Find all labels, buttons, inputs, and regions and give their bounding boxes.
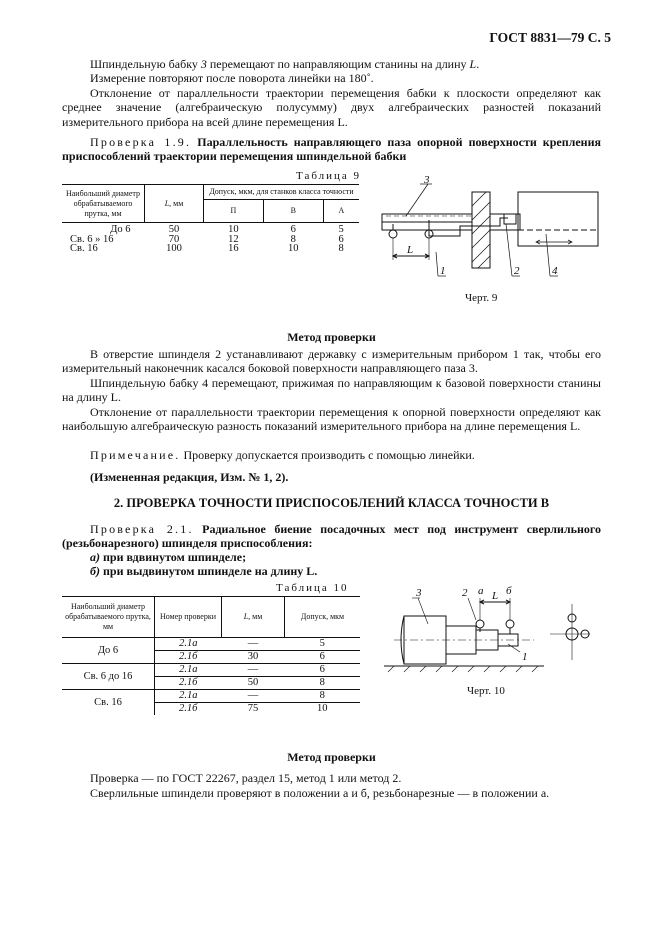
table-10-caption: Таблица 10 <box>276 582 349 594</box>
check-2-1-item-a: а) при вдвинутом шпинделе; <box>90 550 247 564</box>
table-row: 2.1б 30 6 <box>62 651 360 664</box>
table-row: Св. 6 до 16 2.1а — 6 <box>62 664 360 677</box>
figure-10-label-1: 1 <box>522 651 528 663</box>
table-row: 2.1б 75 10 <box>179 703 328 714</box>
figure-9-drawing <box>376 172 606 292</box>
intro-paragraph-2: Измерение повторяют после поворота линейки на 180˚. <box>90 71 374 85</box>
page-header: ГОСТ 8831—79 С. 5 <box>489 30 611 45</box>
method-1-paragraph-3: Отклонение от параллельности траектории перемещения к опорной поверхности определяют как наибольшую алгебраическую разность показаний измерительного прибора на длине перемещения L. <box>62 405 601 434</box>
table-10 <box>62 596 360 715</box>
table-row: Св. 6 » 16 70 12 8 6 <box>70 233 344 245</box>
table-10-header-number: Номер проверки <box>155 597 222 638</box>
check-2-1-item-b: б) при выдвинутом шпинделе на длину L. <box>90 564 318 578</box>
check-1-9-heading: Проверка 1.9. Параллельность направляющего паза опорной поверхности крепления приспособлений траектории перемещения шпиндельной бабки <box>62 135 602 164</box>
table-row: До 6 2.1а — 5 <box>62 638 360 651</box>
figure-9-label-1: 1 <box>440 265 446 277</box>
method-1-paragraph-2: Шпиндельную бабку 4 перемещают, прижимая по направляющим к базовой поверхности станины на длину L. <box>62 376 601 405</box>
table-9-class-v: В <box>263 200 323 223</box>
intro-paragraph-3: Отклонение от параллельности траектории перемещения бабки к плоскости определяют как среднее значение (алгебраическую полусумму) двух алгебраических разностей показаний измерительного прибора на всей длине перемещения L. <box>62 86 601 129</box>
figure-10-label-a: а <box>478 585 484 597</box>
check-2-1-heading: Проверка 2.1. Радиальное биение посадочных мест под инструмент сверлильного (резьбонарезного) шпинделя приспособления: <box>62 522 602 551</box>
figure-10-label-2: 2 <box>462 587 468 599</box>
method-1-paragraph-1: В отверстие шпинделя 2 устанавливают державку с измерительным прибором 1 так, чтобы его измерительный наконечник касался боковой поверхности направляющего паза 3. <box>62 347 601 376</box>
figure-9-label-2: 2 <box>514 265 520 277</box>
table-9-header-diameter: Наибольший диаметр обрабатываемого прутка, мм <box>62 185 145 223</box>
method-1-note: Примечание. Проверку допускается производить с помощью линейки. <box>90 448 475 462</box>
table-row: До 6 50 10 6 5 <box>110 224 344 235</box>
figure-10-label-3: 3 <box>416 587 422 599</box>
method-1-edit-note: (Измененная редакция, Изм. № 1, 2). <box>90 470 289 484</box>
table-row: 2.1б 50 8 <box>62 677 360 690</box>
intro-paragraph-1: Шпиндельную бабку 3 перемещают по направляющим станины на длину L. <box>90 57 480 71</box>
figure-9-label-3: 3 <box>424 174 430 186</box>
figure-10-drawing <box>384 584 606 684</box>
figure-9-caption: Черт. 9 <box>465 292 498 304</box>
figure-9-label-l: L <box>407 244 414 256</box>
figure-10-caption: Черт. 10 <box>467 685 505 697</box>
method-2-paragraph-1: Проверка — по ГОСТ 22267, раздел 15, метод 1 или метод 2. <box>90 771 402 785</box>
table-9-header-length: L, мм <box>145 185 204 223</box>
table-9 <box>62 184 359 254</box>
section-2-heading: 2. ПРОВЕРКА ТОЧНОСТИ ПРИСПОСОБЛЕНИЙ КЛАССА ТОЧНОСТИ В <box>113 496 550 510</box>
table-9-class-a: А <box>323 200 359 223</box>
table-9-header-tolerance: Допуск, мкм, для станков класса точности <box>204 185 360 200</box>
method-1-title: Метод проверки <box>287 330 376 344</box>
method-2-title: Метод проверки <box>287 750 376 764</box>
table-row: Св. 16 100 16 10 8 <box>70 243 344 254</box>
table-10-header-length: L, мм <box>222 597 285 638</box>
table-10-header-tolerance: Допуск, мкм <box>285 597 361 638</box>
figure-10-label-b: б <box>506 585 512 597</box>
method-2-paragraph-2: Сверлильные шпиндели проверяют в положении а и б, резьбонарезные — в положении а. <box>90 786 550 800</box>
table-9-caption: Таблица 9 <box>296 170 362 182</box>
figure-10-label-l: L <box>492 590 499 602</box>
figure-9-label-4: 4 <box>552 265 558 277</box>
table-10-header-diameter: Наибольший диаметр обрабатываемого прутка, мм <box>62 597 155 638</box>
table-9-class-p: П <box>204 200 264 223</box>
table-row: Св. 16 2.1а — 8 <box>62 690 360 703</box>
